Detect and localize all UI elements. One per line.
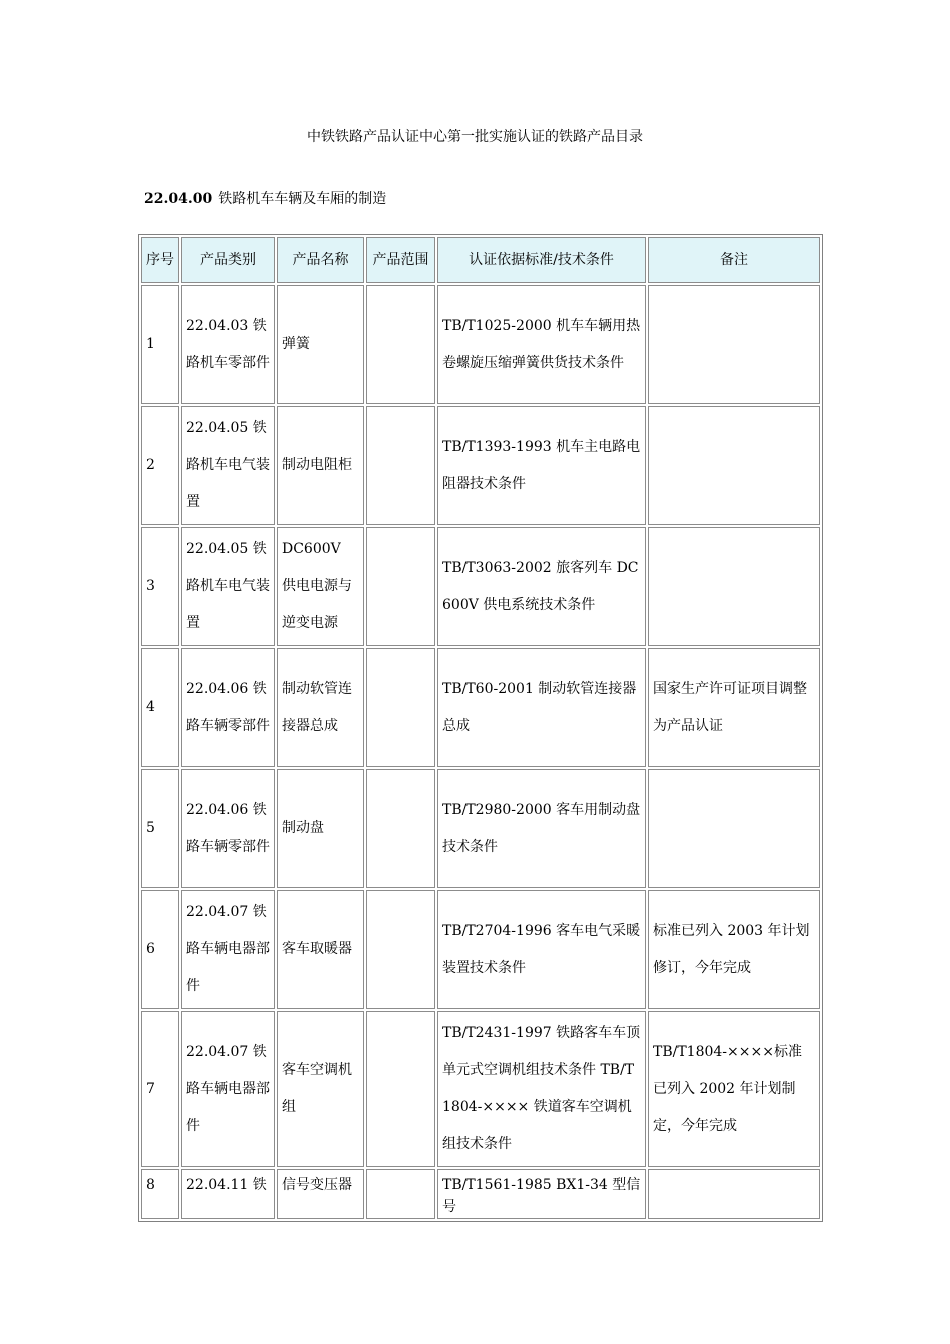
cell-remarks bbox=[648, 406, 820, 525]
cell-category: 22.04.05 铁路机车电气装置 bbox=[181, 527, 275, 646]
cell-product-name: 制动盘 bbox=[277, 769, 364, 888]
header-remarks: 备注 bbox=[648, 237, 820, 283]
cell-product-scope bbox=[366, 648, 435, 767]
cell-product-scope bbox=[366, 527, 435, 646]
table-row bbox=[141, 1169, 820, 1219]
cell-index: 6 bbox=[141, 890, 179, 1009]
cell-product-name: DC600V 供电电源与逆变电源 bbox=[277, 527, 364, 646]
table-row bbox=[141, 890, 820, 1009]
cell-product-name: 客车取暖器 bbox=[277, 890, 364, 1009]
cell-standard: TB/T3063-2002 旅客列车 DC600V 供电系统技术条件 bbox=[437, 527, 646, 646]
cell-standard: TB/T1025-2000 机车车辆用热卷螺旋压缩弹簧供货技术条件 bbox=[437, 285, 646, 404]
table-row bbox=[141, 406, 820, 525]
cell-remarks bbox=[648, 1169, 820, 1219]
cell-category: 22.04.05 铁路机车电气装置 bbox=[181, 406, 275, 525]
cell-remarks bbox=[648, 527, 820, 646]
table-row bbox=[141, 527, 820, 646]
cell-remarks: 国家生产许可证项目调整为产品认证 bbox=[648, 648, 820, 767]
cell-standard: TB/T1393-1993 机车主电路电阻器技术条件 bbox=[437, 406, 646, 525]
cell-index: 4 bbox=[141, 648, 179, 767]
header-index: 序号 bbox=[141, 237, 179, 283]
cell-index: 2 bbox=[141, 406, 179, 525]
cell-product-name: 客车空调机组 bbox=[277, 1011, 364, 1167]
cell-product-name: 弹簧 bbox=[277, 285, 364, 404]
cell-product-name: 制动电阻柜 bbox=[277, 406, 364, 525]
cell-standard: TB/T2704-1996 客车电气采暖装置技术条件 bbox=[437, 890, 646, 1009]
cell-remarks bbox=[648, 769, 820, 888]
cell-product-scope bbox=[366, 1169, 435, 1219]
document-title: 中铁铁路产品认证中心第一批实施认证的铁路产品目录 bbox=[307, 129, 643, 145]
section-name: 铁路机车车辆及车厢的制造 bbox=[218, 191, 387, 207]
cell-category: 22.04.07 铁路车辆电器部件 bbox=[181, 890, 275, 1009]
cell-standard: TB/T60-2001 制动软管连接器总成 bbox=[437, 648, 646, 767]
table-row bbox=[141, 285, 820, 404]
cell-product-name: 制动软管连接器总成 bbox=[277, 648, 364, 767]
cell-product-name: 信号变压器 bbox=[277, 1169, 364, 1219]
section-code: 22.04.00 bbox=[144, 191, 213, 207]
table-header-row bbox=[141, 237, 820, 283]
cell-index: 7 bbox=[141, 1011, 179, 1167]
cell-index: 5 bbox=[141, 769, 179, 888]
cell-product-scope bbox=[366, 406, 435, 525]
cell-product-scope bbox=[366, 769, 435, 888]
cell-category: 22.04.03 铁路机车零部件 bbox=[181, 285, 275, 404]
cell-category: 22.04.07 铁路车辆电器部件 bbox=[181, 1011, 275, 1167]
section-heading bbox=[144, 188, 386, 208]
header-product-name: 产品名称 bbox=[277, 237, 364, 283]
table-row bbox=[141, 1011, 820, 1167]
cell-standard: TB/T2980-2000 客车用制动盘技术条件 bbox=[437, 769, 646, 888]
cell-standard: TB/T1561-1985 BX1-34 型信号 bbox=[437, 1169, 646, 1219]
cell-remarks bbox=[648, 285, 820, 404]
cell-category: 22.04.11 铁 bbox=[181, 1169, 275, 1219]
header-category: 产品类别 bbox=[181, 237, 275, 283]
cell-product-scope bbox=[366, 285, 435, 404]
cell-remarks: TB/T1804-××××标准已列入 2002 年计划制定，今年完成 bbox=[648, 1011, 820, 1167]
table-row bbox=[141, 769, 820, 888]
cell-category: 22.04.06 铁路车辆零部件 bbox=[181, 769, 275, 888]
cell-product-scope bbox=[366, 1011, 435, 1167]
header-standard: 认证依据标准/技术条件 bbox=[437, 237, 646, 283]
cell-index: 8 bbox=[141, 1169, 179, 1219]
cell-index: 1 bbox=[141, 285, 179, 404]
cell-category: 22.04.06 铁路车辆零部件 bbox=[181, 648, 275, 767]
cell-index: 3 bbox=[141, 527, 179, 646]
cell-product-scope bbox=[366, 890, 435, 1009]
product-catalog-table bbox=[138, 234, 823, 1222]
table-row bbox=[141, 648, 820, 767]
cell-standard: TB/T2431-1997 铁路客车车顶单元式空调机组技术条件 TB/T1804-×××× 铁道客车空调机组技术条件 bbox=[437, 1011, 646, 1167]
header-product-scope: 产品范围 bbox=[366, 237, 435, 283]
cell-remarks: 标准已列入 2003 年计划修订，今年完成 bbox=[648, 890, 820, 1009]
